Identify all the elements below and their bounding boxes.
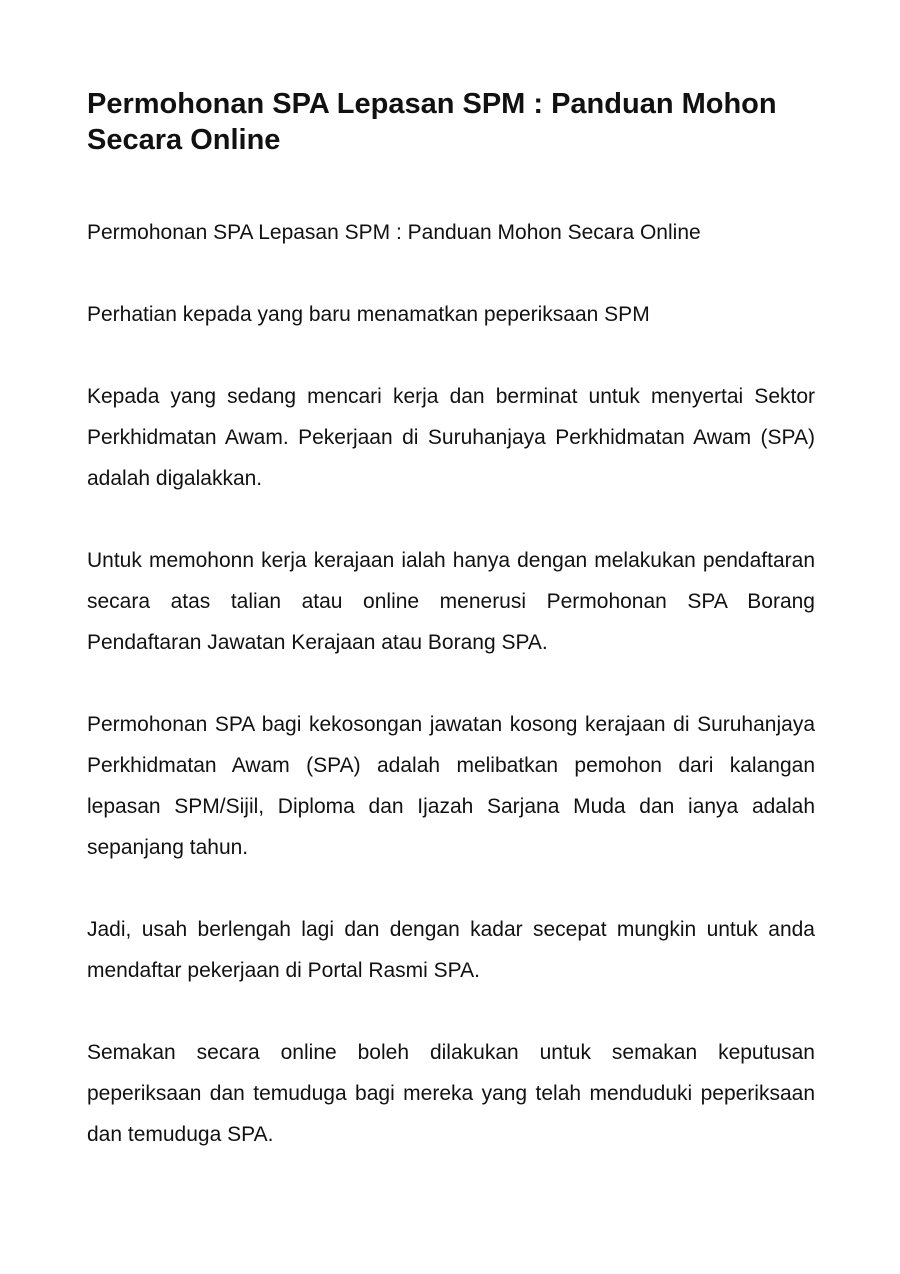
document-title: Permohonan SPA Lepasan SPM : Panduan Mohon Secara Online [87,88,777,156]
document-body [87,212,815,1155]
paragraph: Jadi, usah berlengah lagi dan dengan kadar secepat mungkin untuk anda mendaftar pekerjaan di Portal Rasmi SPA. [87,918,815,982]
paragraph: Untuk memohonn kerja kerajaan ialah hanya dengan melakukan pendaftaran secara atas talian atau online menerusi Permohonan SPA Borang Pendaftaran Jawatan Kerajaan atau Borang SPA. [87,549,815,654]
paragraph: Permohonan SPA bagi kekosongan jawatan kosong kerajaan di Suruhanjaya Perkhidmatan Awam (SPA) adalah melibatkan pemohon dari kalangan lepasan SPM/Sijil, Diploma dan Ijazah Sarjana Muda dan ianya adalah sepanjang tahun. [87,713,815,859]
document [87,86,815,1196]
paragraph: Semakan secara online boleh dilakukan untuk semakan keputusan peperiksaan dan temuduga bagi mereka yang telah menduduki peperiksaan dan temuduga SPA. [87,1041,815,1146]
paragraph-attention: Perhatian kepada yang baru menamatkan peperiksaan SPM [87,303,650,326]
paragraph-subtitle: Permohonan SPA Lepasan SPM : Panduan Mohon Secara Online [87,221,701,244]
paragraph: Kepada yang sedang mencari kerja dan berminat untuk menyertai Sektor Perkhidmatan Awam. Pekerjaan di Suruhanjaya Perkhidmatan Awam (SPA) adalah digalakkan. [87,385,815,490]
